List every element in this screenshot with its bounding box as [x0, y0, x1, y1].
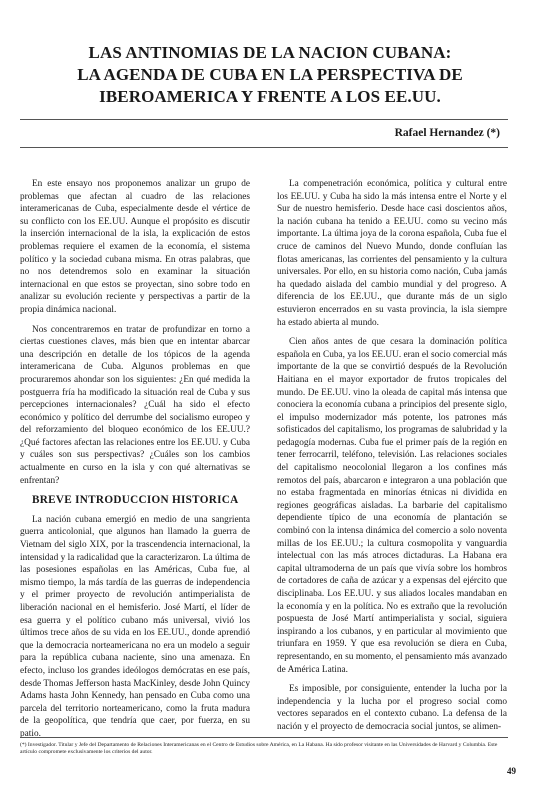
title-divider [20, 119, 508, 120]
paragraph: Cien años antes de que cesara la dominación política española en Cuba, ya los EE.UU. eran el socio comercial más importante de la que se convirtió después de la Revolución Haitiana en el mayor exportador de frutos tropicales del mundo. De EE.UU. vino la oleada de capital más intensa que conociera la economía cubana a principios del presente siglo, el impulso modernizador más potente, los patrones más sofisticados del capitalismo, los programas de salubridad y la pedagogía modernas. Cuba fue el primer país de la región en tener ferrocarril, teléfono, televisión. Las relaciones sociales del capitalismo neocolonial llegaron a los confines más remotos del país, abarcaron e integraron a una población que no estaba fragmentada en minorías étnicas ni dividida en regiones geográficas aisladas. La barbarie del capitalismo dependiente típico de una economía de plantación se combinó con la intensa dinámica del comercio a solo noventa millas de los EE.UU.; la cultura cosmopolita y vanguardia intelectual con las más atroces dictaduras. La Habana era capital ultramoderna de un país que vivía sobre los hombros de cortadores de caña de azúcar y a expensas del ejército que disciplinaba. Los EE.UU. y sus aliados locales mandaban en la economía y en la política. No es extraño que la revolución pospuesta de José Martí antimperialista y social, siguiera inspirando a los cubanos, y en particular al movimiento que triunfara en 1959. Y que esa revolución se diera en Cuba, representando, en su momento, el pensamiento más avanzado de América Latina. [277, 337, 507, 675]
page-number: 49 [507, 766, 516, 776]
paragraph: La compenetración económica, política y cultural entre los EE.UU. y Cuba ha sido la más intensa entre el Norte y el Sur de nuestro hemisferio. Desde hace casi doscientos años, la nación cubana ha tenido a EE.UU. como su vecino más importante. La última joya de la corona española, Cuba fue el cruce de caminos del Nuevo Mundo, donde confluían las flotas americanas, las corrientes del pensamiento y la cultura universales. Por ello, en su historia como nación, Cuba jamás ha quedado aislada del cambio mundial y del progreso. A diferencia de los EE.UU., que durante más de un siglo estuvieron encerrados en su vasta provincia, la isla siempre ha estado abierta al mundo. [277, 179, 507, 328]
footnote-divider [20, 737, 508, 738]
footnote: (*) Investigador. Titular y Jefe del Departamento de Relaciones Interamericanas en el Centro de Estudios sobre América, en La Habana. Ha sido profesor visitante en las Universidades de Harvard y Columbia. Este artículo compromete exclusivamente los criterios del autor. [20, 742, 498, 756]
title-line-3: IBEROAMERICA Y FRENTE A LOS EE.UU. [99, 87, 441, 106]
paragraph: En este ensayo nos proponemos analizar un grupo de problemas que afectan al cuadro de las relaciones interamericanas de Cuba, especialmente desde el vértice de su conflicto con los EE.UU. Aunque el propósito es discutir la inserción internacional de la isla, la explicación de estos problemas requiere el examen de la economía, el sistema político y la sociedad cubana misma. En otras palabras, que no nos detendremos solo en examinar la situación internacional en que estos se proyectan, sino sobre todo en analizar su evolución reciente y perspectivas a partir de la propia dinámica nacional. [20, 179, 250, 315]
title-line-2: LA AGENDA DE CUBA EN LA PERSPECTIVA DE [77, 65, 463, 84]
paragraph: La nación cubana emergió en medio de una sangrienta guerra anticolonial, que algunos han llamado la guerra de Vietnam del siglo XIX, por la trascendencia internacional, la intensidad y la radicalidad que la caracterizaron. La última de las posesiones españolas en las Américas, Cuba fue, al mismo tiempo, la más tardía de las guerras de independencia y el primer proyecto de revolución antimperialista de liberación nacional en el hemisferio. José Martí, el líder de esa guerra y el político cubano más universal, vivió los últimos trece años de su vida en los EE.UU., donde aprendió que la democracia norteamericana no era un modelo a seguir para la república cubana naciente, sino una amenaza. En efecto, incluso los grandes ideólogos demócratas en ese país, desde Thomas Jefferson hasta MacKinley, desde John Quincy Adams hasta John Kennedy, han pensado en Cuba como una parcela del territorio norteamericano, como la fruta madura de la geopolítica, que tendría que caer, por fuerza, en su patio. [20, 514, 250, 739]
author-divider [20, 147, 508, 148]
paragraph: Nos concentraremos en tratar de profundizar en torno a ciertas cuestiones claves, más bien que en intentar abarcar una descripción en detalle de los tópicos de la agenda interamericana de Cuba. Algunos problemas en que procuraremos ahondar son los siguientes: ¿En qué medida la postguerra fría ha modificado la situación real de Cuba y sus percepciones internacionales? ¿Cuál ha sido el efecto económico y político del derrumbe del socialismo europeo y del reforzamiento del bloqueo económico de los EE.UU.? ¿Qué factores afectan las relaciones entre los EE.UU. y Cuba y cuáles son sus perspectivas? ¿Cuáles son los cambios actualmente en curso en la isla y con qué alternativas se enfrentan? [20, 324, 250, 486]
paragraph: Es imposible, por consiguiente, entender la lucha por la independencia y la lucha por el progreso social como vectores separados en el contexto cubano. La defensa de la nación y el proyecto de democracia social juntos, se alimen- [277, 684, 507, 732]
author-byline: Rafael Hernandez (*) [394, 127, 500, 139]
title-line-1: LAS ANTINOMIAS DE LA NACION CUBANA: [88, 43, 452, 62]
section-heading: BREVE INTRODUCCION HISTORICA [32, 494, 239, 507]
right-column [277, 178, 507, 741]
left-column [20, 178, 250, 748]
article-title [30, 42, 510, 108]
